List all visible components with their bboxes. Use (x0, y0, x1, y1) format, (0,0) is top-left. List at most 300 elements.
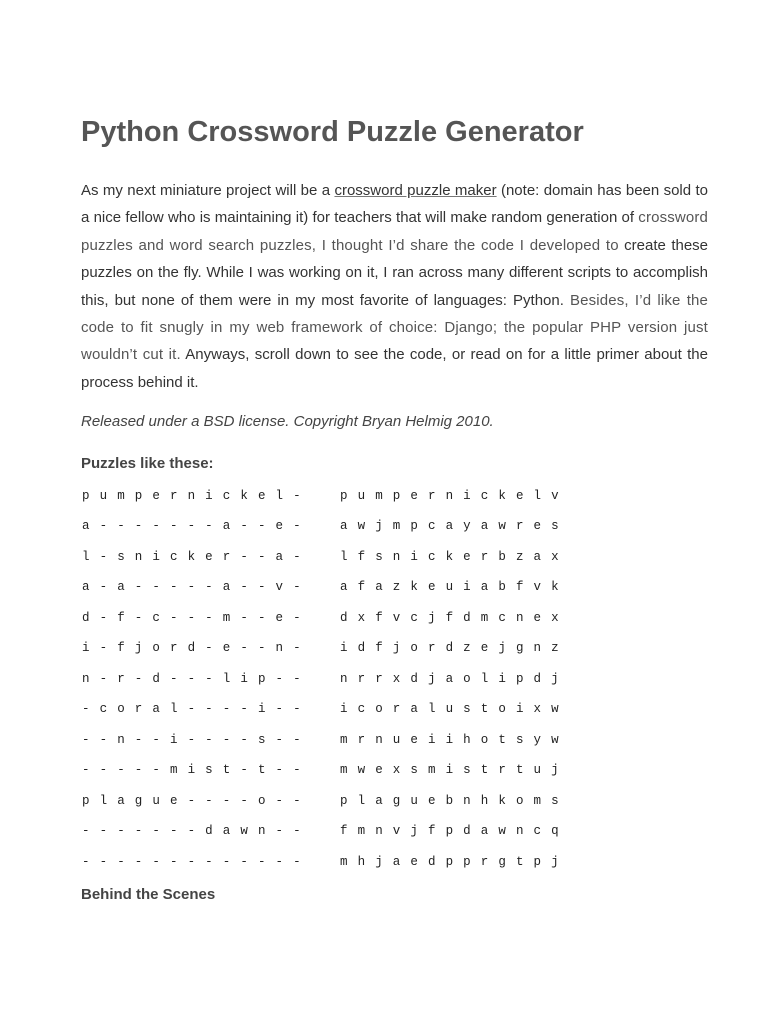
grid-cell: - (82, 763, 90, 777)
grid-cell: r (392, 702, 401, 716)
crossword-puzzle-maker-link[interactable]: crossword puzzle maker (334, 182, 497, 199)
grid-cell: k (551, 580, 559, 594)
grid-cell: - (187, 580, 196, 594)
grid-cell: - (293, 732, 301, 747)
grid-cell: u (445, 702, 454, 716)
behind-the-scenes-heading: Behind the Scenes (81, 886, 216, 903)
grid-cell: i (240, 671, 248, 686)
grid-cell: m (357, 824, 366, 838)
grid-cell: f (375, 610, 383, 625)
grid-cell: b (498, 580, 506, 594)
grid-cell: a (275, 549, 284, 564)
intro-text-after-link: (note: domain has been sold to a nice fellow who is maintaining it) for teachers that will make random generation of (81, 182, 708, 227)
grid-cell: - (187, 702, 196, 716)
wordsearch-row (340, 724, 569, 755)
grid-cell: - (222, 732, 231, 747)
grid-cell: j (551, 671, 559, 686)
grid-cell: n (187, 488, 196, 503)
grid-cell: a (222, 519, 231, 533)
grid-cell: - (187, 824, 196, 838)
grid-cell: b (498, 549, 506, 564)
grid-cell: - (293, 641, 301, 655)
grid-cell: n (117, 732, 125, 747)
grid-cell: d (463, 610, 471, 625)
grid-cell: - (99, 824, 108, 838)
grid-cell: - (187, 732, 196, 747)
crossword-row (82, 511, 311, 542)
grid-cell: - (222, 702, 231, 716)
grid-cell: c (427, 549, 436, 564)
grid-cell: t (480, 702, 489, 716)
grid-cell: e (410, 732, 418, 747)
grid-cell: m (340, 732, 348, 747)
grid-cell: u (357, 488, 366, 503)
wordsearch-row (340, 602, 569, 633)
grid-cell: c (427, 519, 436, 533)
grid-cell: i (445, 763, 454, 777)
wordsearch-row (340, 480, 569, 511)
crossword-grid (82, 480, 311, 877)
grid-cell: r (480, 549, 489, 564)
grid-cell: - (134, 824, 143, 838)
grid-cell: i (187, 763, 196, 777)
crossword-row (82, 724, 311, 755)
grid-cell: - (275, 732, 284, 747)
grid-cell: e (275, 610, 284, 625)
grid-cell: o (375, 702, 383, 716)
grid-cell: r (427, 641, 436, 655)
grid-cell: f (427, 824, 436, 838)
wordsearch-row (340, 572, 569, 603)
grid-cell: n (392, 549, 401, 564)
grid-cell: u (533, 763, 542, 777)
grid-cell: r (134, 702, 143, 716)
grid-cell: - (82, 824, 90, 838)
grid-cell: c (533, 824, 542, 838)
grid-cell: n (257, 824, 266, 838)
grid-cell: i (169, 732, 178, 747)
grid-cell: - (205, 580, 213, 594)
crossword-row (82, 572, 311, 603)
grid-cell: - (205, 641, 213, 655)
grid-cell: r (222, 549, 231, 564)
grid-cell: s (551, 519, 559, 533)
grid-cell: - (240, 763, 248, 777)
grid-cell: r (117, 671, 125, 686)
grid-cell: x (551, 610, 559, 625)
grid-cell: - (222, 854, 231, 869)
grid-cell: a (117, 793, 125, 808)
grid-cell: t (257, 763, 266, 777)
grid-cell: e (275, 519, 284, 533)
grid-cell: - (99, 519, 108, 533)
grid-cell: s (117, 549, 125, 564)
grid-cell: - (240, 702, 248, 716)
grid-cell: e (205, 549, 213, 564)
grid-cell: p (445, 824, 454, 838)
grid-cell: f (117, 641, 125, 655)
grid-cell: i (340, 702, 348, 716)
grid-cell: - (293, 854, 301, 869)
grid-cell: d (463, 824, 471, 838)
grid-cell: l (275, 488, 284, 503)
grid-cell: i (410, 549, 418, 564)
grid-cell: - (152, 519, 160, 533)
grid-cell: - (134, 732, 143, 747)
grid-cell: e (515, 488, 524, 503)
grid-cell: a (480, 519, 489, 533)
grid-cell: c (410, 610, 418, 625)
grid-cell: l (169, 702, 178, 716)
grid-cell: - (257, 580, 266, 594)
grid-cell: s (515, 732, 524, 747)
grid-cell: o (463, 671, 471, 686)
grid-cell: - (257, 549, 266, 564)
grid-cell: w (551, 702, 559, 716)
grid-cell: - (205, 793, 213, 808)
grid-cell: a (410, 702, 418, 716)
grid-cell: - (293, 488, 301, 503)
wordsearch-row (340, 694, 569, 725)
grid-cell: - (134, 854, 143, 869)
grid-cell: a (117, 580, 125, 594)
grid-cell: m (533, 793, 542, 808)
grid-cell: n (375, 824, 383, 838)
grid-cell: t (498, 732, 506, 747)
grid-cell: j (375, 854, 383, 869)
wordsearch-grid (340, 480, 569, 877)
grid-cell: - (117, 854, 125, 869)
crossword-row (82, 755, 311, 786)
grid-cell: v (392, 610, 401, 625)
grid-cell: f (117, 610, 125, 625)
wordsearch-row (340, 816, 569, 847)
grid-cell: u (445, 580, 454, 594)
grid-cell: - (99, 549, 108, 564)
wordsearch-row (340, 541, 569, 572)
grid-cell: - (205, 702, 213, 716)
grid-cell: r (169, 641, 178, 655)
grid-cell: d (410, 671, 418, 686)
grid-cell: o (410, 641, 418, 655)
grid-cell: t (515, 763, 524, 777)
grid-cell: d (445, 641, 454, 655)
grid-cell: u (152, 793, 160, 808)
grid-cell: - (134, 610, 143, 625)
grid-cell: r (375, 671, 383, 686)
grid-cell: e (533, 519, 542, 533)
grid-cell: - (275, 854, 284, 869)
grid-cell: z (551, 641, 559, 655)
grid-cell: - (293, 702, 301, 716)
grid-cell: n (515, 610, 524, 625)
grid-cell: - (152, 732, 160, 747)
grid-cell: i (257, 702, 266, 716)
grid-cell: y (533, 732, 542, 747)
grid-cell: - (152, 824, 160, 838)
grid-cell: j (498, 641, 506, 655)
grid-cell: o (152, 641, 160, 655)
grid-cell: l (222, 671, 231, 686)
grid-cell: - (169, 671, 178, 686)
grid-cell: - (152, 580, 160, 594)
grid-cell: l (340, 549, 348, 564)
grid-cell: - (205, 854, 213, 869)
grid-cell: x (392, 763, 401, 777)
grid-cell: u (410, 793, 418, 808)
grid-cell: r (515, 519, 524, 533)
grid-cell: - (134, 580, 143, 594)
grid-cell: e (463, 549, 471, 564)
grid-cell: - (240, 519, 248, 533)
grid-cell: e (375, 763, 383, 777)
grid-cell: r (357, 732, 366, 747)
grid-cell: r (169, 488, 178, 503)
grid-cell: j (427, 610, 436, 625)
grid-cell: p (82, 793, 90, 808)
wordsearch-row (340, 633, 569, 664)
crossword-row (82, 816, 311, 847)
grid-cell: z (392, 580, 401, 594)
grid-cell: s (551, 793, 559, 808)
grid-cell: c (99, 702, 108, 716)
grid-cell: r (427, 488, 436, 503)
grid-cell: w (551, 732, 559, 747)
grid-cell: p (340, 488, 348, 503)
grid-cell: s (463, 702, 471, 716)
grid-cell: o (515, 793, 524, 808)
grid-cell: k (445, 549, 454, 564)
grid-cell: - (240, 610, 248, 625)
grid-cell: m (427, 763, 436, 777)
grid-cell: a (340, 580, 348, 594)
crossword-row (82, 541, 311, 572)
grid-cell: l (480, 671, 489, 686)
grid-cell: i (463, 580, 471, 594)
grid-cell: - (134, 763, 143, 777)
grid-cell: c (152, 610, 160, 625)
grid-cell: d (152, 671, 160, 686)
grid-cell: e (222, 641, 231, 655)
grid-cell: j (427, 671, 436, 686)
grid-cell: - (117, 824, 125, 838)
grid-cell: r (480, 854, 489, 869)
grid-cell: j (392, 641, 401, 655)
grid-cell: c (498, 610, 506, 625)
grid-cell: n (515, 824, 524, 838)
grid-cell: n (533, 641, 542, 655)
grid-cell: f (357, 580, 366, 594)
grid-cell: i (205, 488, 213, 503)
grid-cell: e (257, 488, 266, 503)
grid-cell: - (293, 793, 301, 808)
grid-cell: - (240, 732, 248, 747)
grid-cell: - (169, 824, 178, 838)
grid-cell: c (169, 549, 178, 564)
grid-cell: i (498, 671, 506, 686)
grid-cell: w (357, 763, 366, 777)
grid-cell: - (99, 580, 108, 594)
grid-cell: m (340, 763, 348, 777)
grid-cell: y (463, 519, 471, 533)
grid-cell: a (222, 580, 231, 594)
grid-cell: p (515, 671, 524, 686)
grid-cell: f (357, 549, 366, 564)
grid-cell: c (480, 488, 489, 503)
grid-cell: - (293, 824, 301, 838)
intro-paragraph (81, 177, 708, 396)
grid-cell: j (134, 641, 143, 655)
grid-cell: w (498, 519, 506, 533)
grid-cell: a (533, 549, 542, 564)
grid-cell: p (463, 854, 471, 869)
grid-cell: - (205, 732, 213, 747)
grid-cell: s (375, 549, 383, 564)
grid-cell: m (392, 519, 401, 533)
grid-cell: f (340, 824, 348, 838)
grid-cell: i (340, 641, 348, 655)
wordsearch-row (340, 755, 569, 786)
wordsearch-row (340, 785, 569, 816)
grid-cell: c (222, 488, 231, 503)
grid-cell: v (275, 580, 284, 594)
grid-cell: - (169, 519, 178, 533)
grid-cell: h (480, 793, 489, 808)
grid-cell: w (357, 519, 366, 533)
grid-cell: k (410, 580, 418, 594)
grid-cell: t (515, 854, 524, 869)
grid-cell: h (463, 732, 471, 747)
grid-cell: - (257, 519, 266, 533)
crossword-row (82, 663, 311, 694)
grid-cell: a (340, 519, 348, 533)
grid-cell: p (445, 854, 454, 869)
grid-cell: m (375, 488, 383, 503)
grid-cell: i (427, 732, 436, 747)
grid-cell: j (410, 824, 418, 838)
grid-cell: - (99, 732, 108, 747)
grid-cell: a (480, 824, 489, 838)
grid-cell: i (463, 488, 471, 503)
puzzles-heading: Puzzles like these: (81, 455, 214, 473)
intro-text-alt-2: Besides, I’d like the code to fit snugly in my web framework of choice: Django; the popular PHP version just wouldn’t cut it. (81, 291, 708, 364)
grid-cell: - (82, 702, 90, 716)
grid-cell: n (275, 641, 284, 655)
grid-cell: q (551, 824, 559, 838)
grid-cell: p (392, 488, 401, 503)
grid-cell: - (187, 854, 196, 869)
grid-cell: g (515, 641, 524, 655)
grid-cell: x (533, 702, 542, 716)
grid-cell: g (392, 793, 401, 808)
grid-cell: v (392, 824, 401, 838)
grid-cell: - (275, 671, 284, 686)
license-note: Released under a BSD license. Copyright Bryan Helmig 2010. (81, 413, 494, 431)
grid-cell: e (427, 793, 436, 808)
crossword-row (82, 694, 311, 725)
grid-cell: - (187, 519, 196, 533)
grid-cell: - (293, 763, 301, 777)
grid-cell: m (117, 488, 125, 503)
grid-cell: - (82, 732, 90, 747)
grid-cell: e (410, 854, 418, 869)
grid-cell: p (257, 671, 266, 686)
grid-cell: i (152, 549, 160, 564)
grid-cell: m (169, 763, 178, 777)
grid-cell: k (498, 793, 506, 808)
grid-cell: r (498, 763, 506, 777)
grid-cell: - (222, 793, 231, 808)
grid-cell: - (117, 763, 125, 777)
grid-cell: - (240, 549, 248, 564)
grid-cell: - (275, 793, 284, 808)
grid-cell: a (445, 519, 454, 533)
crossword-row (82, 846, 311, 877)
grid-cell: a (82, 580, 90, 594)
grid-cell: f (515, 580, 524, 594)
grid-cell: f (375, 641, 383, 655)
grid-cell: a (152, 702, 160, 716)
grid-cell: - (99, 641, 108, 655)
grid-cell: l (533, 488, 542, 503)
grid-cell: e (410, 488, 418, 503)
grid-cell: u (392, 732, 401, 747)
grid-cell: s (257, 732, 266, 747)
grid-cell: - (99, 763, 108, 777)
grid-cell: p (410, 519, 418, 533)
grid-cell: n (375, 732, 383, 747)
grid-cell: d (533, 671, 542, 686)
grid-cell: e (169, 793, 178, 808)
grid-cell: - (82, 854, 90, 869)
grid-cell: a (480, 580, 489, 594)
grid-cell: - (240, 641, 248, 655)
grid-cell: - (187, 793, 196, 808)
grid-cell: h (357, 854, 366, 869)
grid-cell: s (463, 763, 471, 777)
grid-cell: - (169, 580, 178, 594)
grid-cell: - (187, 671, 196, 686)
grid-cell: a (445, 671, 454, 686)
grid-cell: - (293, 671, 301, 686)
grid-cell: r (357, 671, 366, 686)
grid-cell: t (480, 763, 489, 777)
grid-cell: o (480, 732, 489, 747)
grid-cell: d (340, 610, 348, 625)
grid-cell: n (340, 671, 348, 686)
grid-cell: e (427, 580, 436, 594)
grid-cell: - (205, 519, 213, 533)
grid-cell: - (152, 854, 160, 869)
grid-cell: - (257, 854, 266, 869)
grid-cell: x (551, 549, 559, 564)
grid-cell: - (293, 610, 301, 625)
grid-cell: n (82, 671, 90, 686)
grid-cell: l (357, 793, 366, 808)
grid-cell: k (498, 488, 506, 503)
grid-cell: d (357, 641, 366, 655)
grid-cell: o (257, 793, 266, 808)
grid-cell: z (463, 641, 471, 655)
crossword-row (82, 633, 311, 664)
wordsearch-row (340, 663, 569, 694)
grid-cell: w (240, 824, 248, 838)
grid-cell: - (134, 519, 143, 533)
grid-cell: - (293, 549, 301, 564)
grid-cell: k (240, 488, 248, 503)
grid-cell: v (551, 488, 559, 503)
grid-cell: n (134, 549, 143, 564)
